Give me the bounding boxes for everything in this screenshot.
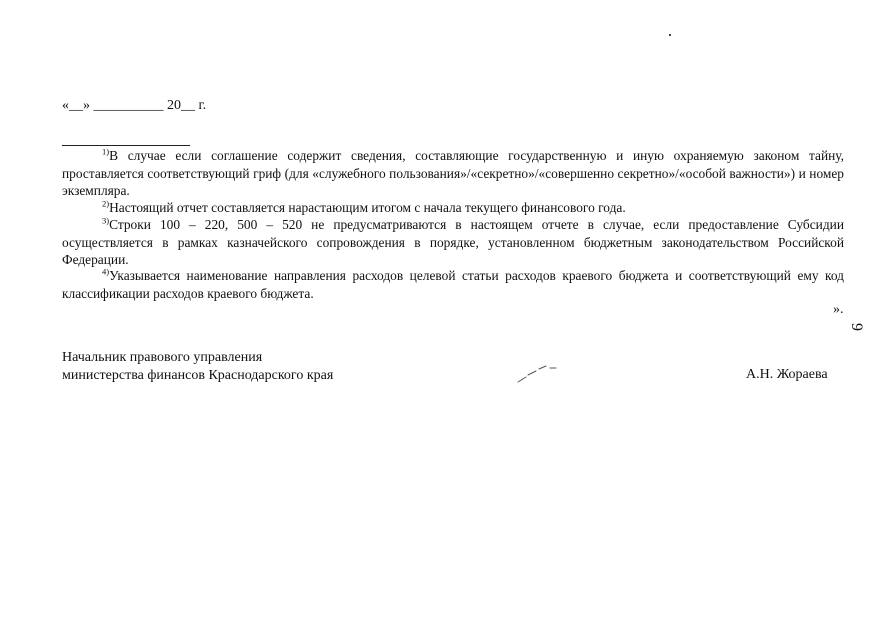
signature-mark [516,362,560,386]
footnote-2-text: Настоящий отчет составляется нарастающим итогом с начала текущего финансового года. [109,200,626,215]
footnote-2-mark: 2) [102,198,110,209]
footnote-3-mark: 3) [102,215,110,226]
page-number: 9 [848,323,865,331]
signatory-title [62,349,333,385]
footnote-4-mark: 4) [102,266,110,277]
footnote-4 [62,267,844,302]
footnote-1-mark: 1) [102,146,110,157]
footnote-2 [62,199,844,217]
signatory-title-line2: министерства финансов Краснодарского края [62,368,334,383]
footnote-3 [62,216,844,269]
footnote-separator [62,145,190,146]
closing-quote: ». [833,302,844,317]
date-line: «__» __________ 20__ г. [62,98,207,113]
signatory-title-line1: Начальник правового управления [62,350,263,365]
footnote-1 [62,147,844,200]
footnote-4-text: Указывается наименование направления расходов целевой статьи расходов краевого бюджета и соответствующий ему код классификации расходов краевого бюджета. [62,268,844,301]
signatory-name: А.Н. Жораева [746,367,828,382]
scan-dot [669,34,671,36]
footnote-1-text: В случае если соглашение содержит сведения, составляющие государственную и иную охраняемую законом тайну, проставляется соответствующий гриф (для «служебного пользования»/«секретно»/«совершенно секретно»/«особой важности») и номер экземпляра. [62,148,844,198]
footnote-3-text: Строки 100 – 220, 500 – 520 не предусматриваются в настоящем отчете в случае, если предоставление Субсидии осуществляется в рамках казначейского сопровождения в порядке, установленном бюджетным законодательством Российской Федерации. [62,217,844,267]
